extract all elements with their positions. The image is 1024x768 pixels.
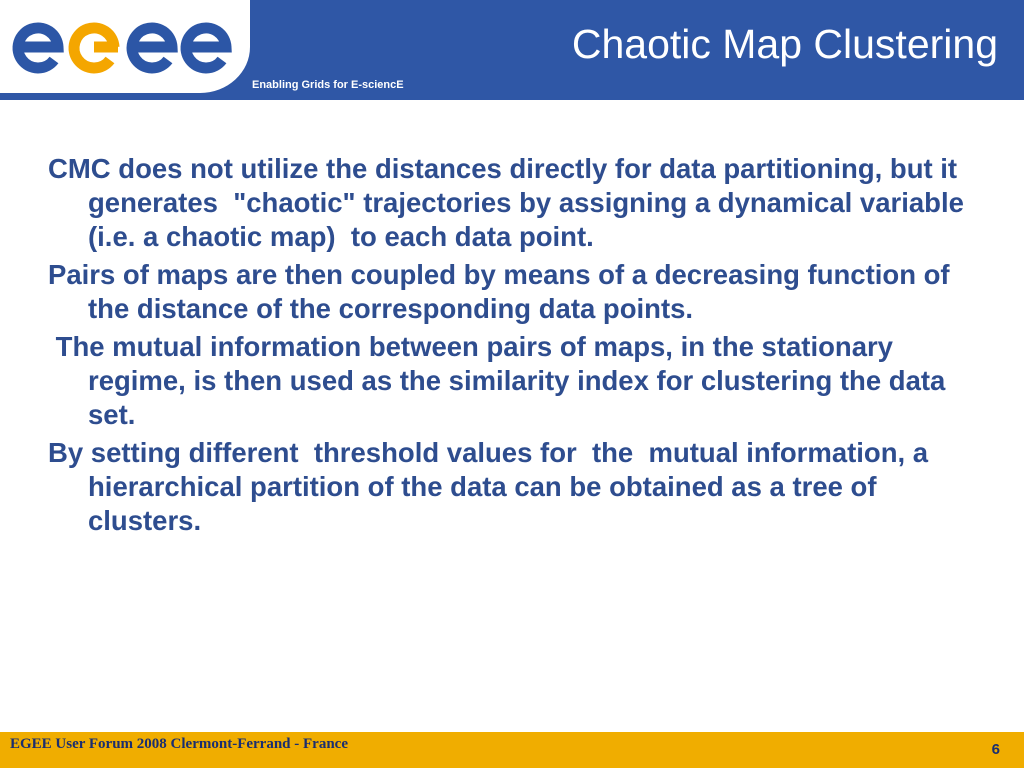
bullet-item: Pairs of maps are then coupled by means of a decreasing function of the distance of the corresponding data points. <box>48 259 958 324</box>
tagline: Enabling Grids for E-sciencE <box>252 79 404 91</box>
bullet-item: By setting different threshold values for the mutual information, a hierarchical partition of the data can be obtained as a tree of clusters. <box>48 437 936 536</box>
egee-logo-icon <box>10 14 242 80</box>
footer-event-text: EGEE User Forum 2008 Clermont-Ferrand - France <box>10 736 348 752</box>
header-bar <box>0 0 1024 100</box>
bullet-item: CMC does not utilize the distances directly for data partitioning, but it generates "chaotic" trajectories by assigning a dynamical variable (i.e. a chaotic map) to each data point. <box>48 153 972 252</box>
slide-title: Chaotic Map Clustering <box>571 21 998 67</box>
bullet-item: The mutual information between pairs of maps, in the stationary regime, is then used as the similarity index for clustering the data set. <box>48 331 953 430</box>
bullet-list <box>48 152 988 542</box>
page-number: 6 <box>991 741 1000 758</box>
logo-panel <box>0 0 250 93</box>
footer-bar <box>0 732 1024 768</box>
